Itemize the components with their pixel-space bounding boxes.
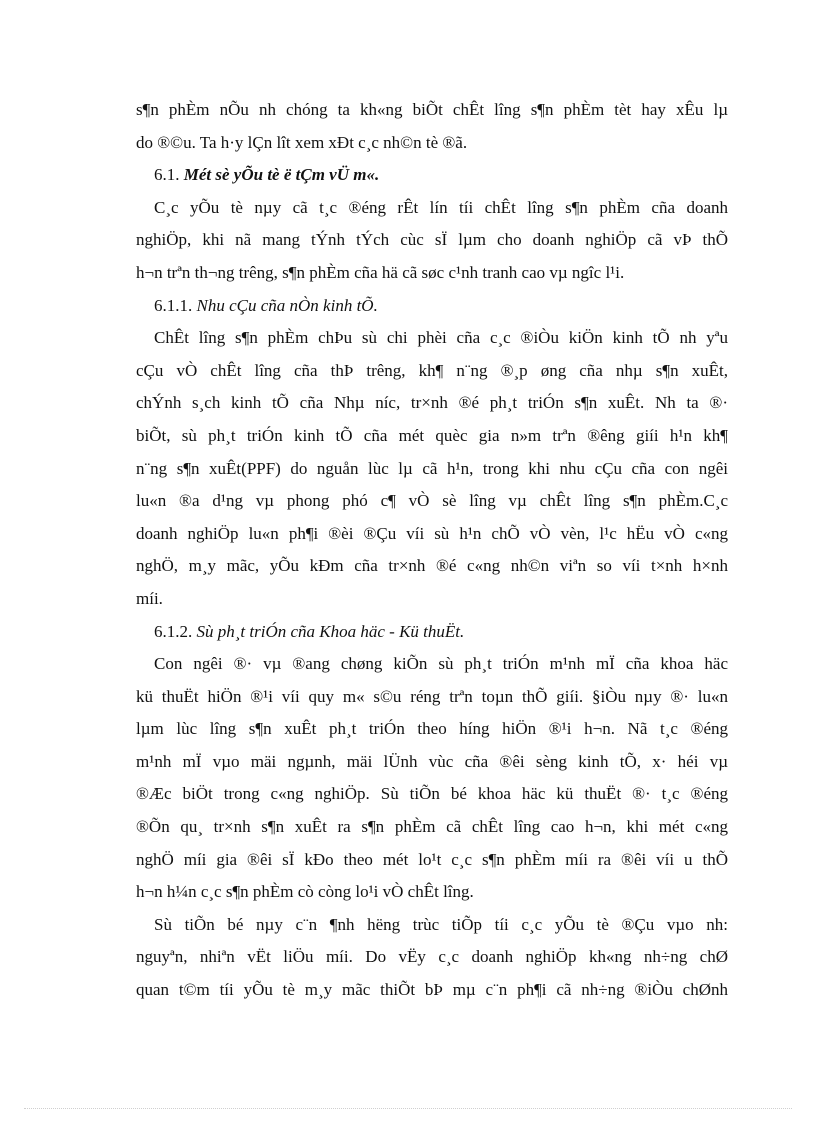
paragraph-line: [136, 355, 728, 388]
line-text: ChÊt lîng s¶n phÈm chÞu sù chi phèi cña c¸c ®iÒu kiÖn kinh tÕ nh yªu: [154, 328, 728, 348]
line-text: nguyªn, nhiªn vËt liÖu míi. Do vËy c¸c doanh nghiÖp kh«ng nh÷ng chØ: [136, 947, 728, 967]
line-text: 6.1.1.: [154, 295, 197, 315]
paragraph-line: [136, 778, 728, 811]
paragraph-line: [136, 811, 728, 844]
line-text: h¬n trªn th¬ng trêng, s¶n phÈm cña hä cã søc c¹nh tranh cao vµ ngîc l¹i.: [136, 262, 625, 282]
document-body: [136, 94, 728, 1007]
line-text: chÝnh s¸ch kinh tÕ cña Nhµ níc, tr×nh ®é ph¸t triÓn s¶n xuÊt. Nh ta ®·: [136, 393, 728, 413]
paragraph-line: [136, 550, 728, 583]
line-text: cÇu vÒ chÊt lîng cña thÞ trêng, kh¶ n¨ng ®¸p øng cña nhµ s¶n xuÊt,: [136, 360, 728, 380]
paragraph-line: [136, 127, 728, 160]
paragraph-line: [136, 322, 728, 355]
line-text: Sù tiÕn bé nµy c¨n ¶nh hëng trùc tiÕp tíi c¸c yÕu tè ®Çu vµo nh:: [154, 914, 728, 934]
section-heading: [136, 159, 728, 192]
paragraph-line: [136, 518, 728, 551]
line-text: nghiÖp, khi nã mang tÝnh tÝch cùc sÏ lµm cho doanh nghiÖp cã vÞ thÕ: [136, 230, 728, 250]
line-text: do ®©u. Ta h·y lÇn lît xem xÐt c¸c nh©n tè ®ã.: [136, 132, 468, 152]
line-text: biÕt, sù ph¸t triÓn kinh tÕ cña mét quèc gia n»m trªn ®êng giíi h¹n kh¶: [136, 425, 728, 445]
line-text: nghÖ, m¸y mãc, yÕu kÐm cña tr×nh ®é c«ng nh©n viªn so víi t×nh h×nh: [136, 556, 728, 576]
line-text: C¸c yÕu tè nµy cã t¸c ®éng rÊt lín tíi chÊt lîng s¶n phÈm cña doanh: [154, 197, 728, 217]
heading-title: Nhu cÇu cña nÒn kinh tÕ.: [196, 295, 378, 315]
heading-title: Sù ph¸t triÓn cña Khoa häc - Kü thuËt.: [196, 621, 465, 641]
paragraph-line: [136, 876, 728, 909]
paragraph-line: [136, 420, 728, 453]
paragraph-line: [136, 453, 728, 486]
line-text: h¬n h¼n c¸c s¶n phÈm cò còng lo¹i vÒ chÊt lîng.: [136, 882, 474, 902]
line-text: kü thuËt hiÖn ®¹i víi quy m« s©u réng trªn toµn thÕ giíi. §iÒu nµy ®· lu«n: [136, 686, 728, 706]
paragraph-line: [136, 583, 728, 616]
paragraph-line: [136, 257, 728, 290]
paragraph-line: [136, 941, 728, 974]
section-heading: [136, 290, 728, 323]
section-heading: [136, 616, 728, 649]
paragraph-line: [136, 648, 728, 681]
line-text: Con ngêi ®· vµ ®ang chøng kiÕn sù ph¸t triÓn m¹nh mÏ cña khoa häc: [154, 654, 728, 674]
paragraph-line: [136, 192, 728, 225]
paragraph-line: [136, 746, 728, 779]
paragraph-line: [136, 224, 728, 257]
line-text: s¶n phÈm nÕu nh chóng ta kh«ng biÕt chÊt lîng s¶n phÈm tèt hay xÊu lµ: [136, 100, 728, 119]
line-text: 6.1.: [154, 165, 184, 185]
paragraph-line: [136, 485, 728, 518]
line-text: quan t©m tíi yÕu tè m¸y mãc thiÕt bÞ mµ c¨n ph¶i cã nh÷ng ®iÒu chØnh: [136, 980, 728, 1000]
paragraph-line: [136, 94, 728, 127]
paragraph-line: [136, 909, 728, 942]
line-text: n¨ng s¶n xuÊt(PPF) do nguån lùc lµ cã h¹n, trong khi nhu cÇu cña con ngêi: [136, 458, 728, 478]
line-text: m¹nh mÏ vµo mäi ngµnh, mäi lÜnh vùc cña ®êi sèng kinh tÕ, x· héi vµ: [136, 751, 728, 771]
paragraph-line: [136, 844, 728, 877]
line-text: ®Æc biÖt trong c«ng nghiÖp. Sù tiÕn bé khoa häc kü thuËt ®· t¸c ®éng: [136, 784, 728, 804]
heading-title: Mét sè yÕu tè ë tÇm vÜ m«.: [183, 165, 380, 185]
line-text: míi.: [136, 588, 163, 608]
paragraph-line: [136, 974, 728, 1007]
line-text: doanh nghiÖp lu«n ph¶i ®èi ®Çu víi sù h¹n chÕ vÒ vèn, l¹c hËu vÒ c«ng: [136, 523, 728, 543]
line-text: nghÖ míi gia ®êi sÏ kÐo theo mét lo¹t c¸c s¶n phÈm míi ra ®êi víi u thÕ: [136, 849, 728, 869]
paragraph-line: [136, 681, 728, 714]
line-text: 6.1.2.: [154, 621, 197, 641]
page-footer-divider: [24, 1108, 792, 1109]
paragraph-line: [136, 387, 728, 420]
line-text: lu«n ®a d¹ng vµ phong phó c¶ vÒ sè lîng vµ chÊt lîng s¶n phÈm.C¸c: [136, 491, 728, 511]
line-text: lµm lùc lîng s¶n xuÊt ph¸t triÓn theo híng hiÖn ®¹i h¬n. Nã t¸c ®éng: [136, 719, 728, 739]
paragraph-line: [136, 713, 728, 746]
line-text: ®Õn qu¸ tr×nh s¶n xuÊt ra s¶n phÈm cã chÊt lîng cao h¬n, khi mét c«ng: [136, 817, 728, 837]
